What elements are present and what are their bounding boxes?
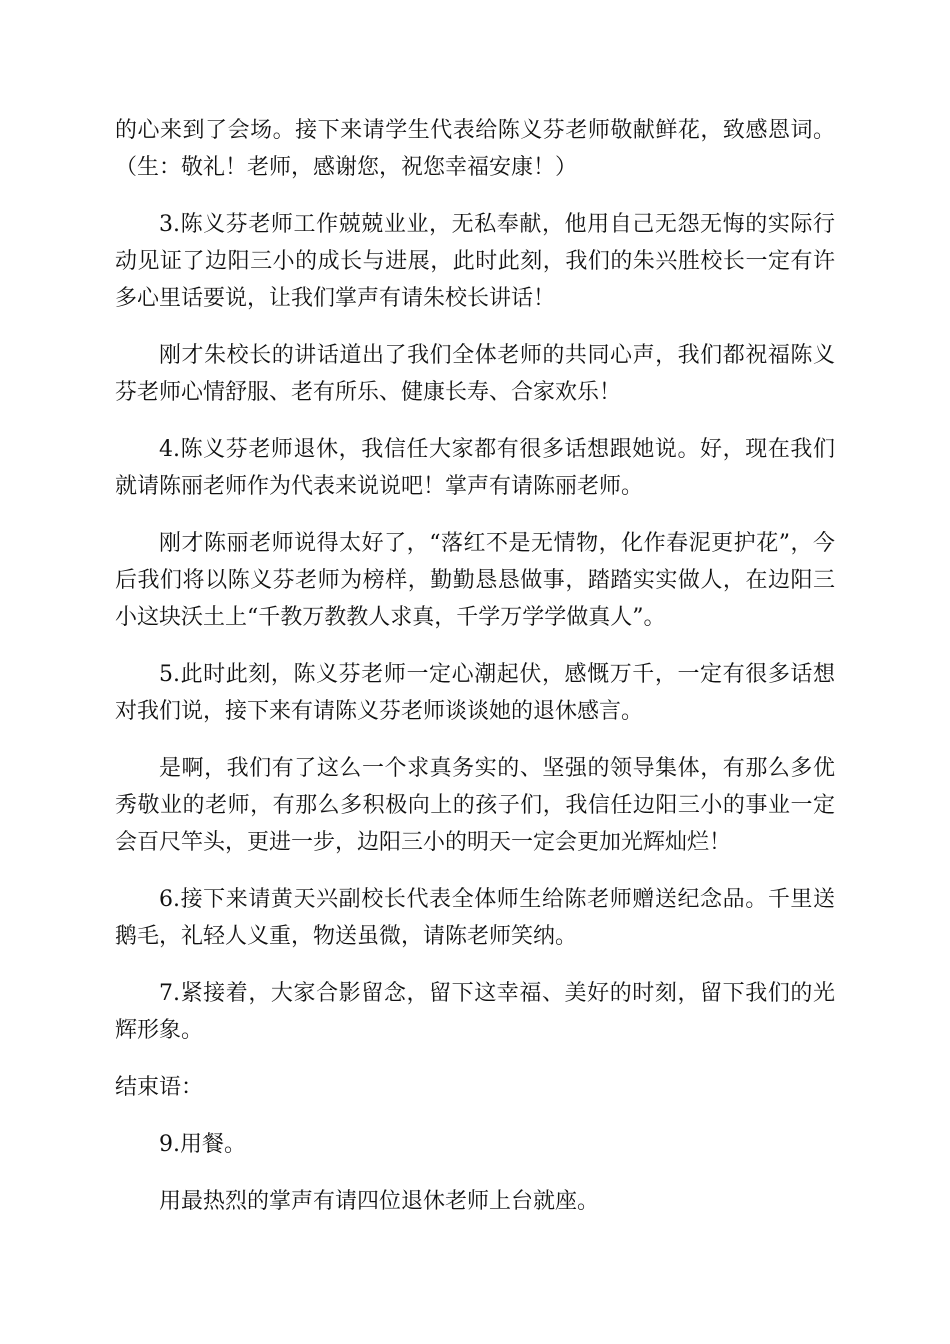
document-body: [115, 112, 835, 1240]
paragraph-chenli-response: 刚才陈丽老师说得太好了，“落红不是无情物，化作春泥更护花”，今后我们将以陈义芬老师为榜样，勤勤恳恳做事，踏踏实实做人，在边阳三小这块沃土上“千教万教教人求真，千学万学学做真人”。: [115, 531, 835, 630]
paragraph-item-5: 5.此时此刻，陈义芬老师一定心潮起伏，感慨万千，一定有很多话想对我们说，接下来有请陈义芬老师谈谈她的退休感言。: [115, 662, 835, 724]
paragraph-item-3: 3.陈义芬老师工作兢兢业业，无私奉献，他用自己无怨无悔的实际行动见证了边阳三小的成长与进展，此时此刻，我们的朱兴胜校长一定有许多心里话要说，让我们掌声有请朱校长讲话！: [115, 212, 835, 311]
paragraph-opening-continuation: 的心来到了会场。接下来请学生代表给陈义芬老师敬献鲜花，致感恩词。（生：敬礼！老师，感谢您，祝您幸福安康！）: [115, 118, 835, 180]
paragraph-item-9: 9.用餐。: [159, 1132, 246, 1157]
paragraph-item-6: 6.接下来请黄天兴副校长代表全体师生给陈老师赠送纪念品。千里送鹅毛，礼轻人义重，物送虽微，请陈老师笑纳。: [115, 887, 835, 949]
paragraph-principal-response: 刚才朱校长的讲话道出了我们全体老师的共同心声，我们都祝福陈义芬老师心情舒服、老有所乐、健康长寿、合家欢乐！: [115, 343, 835, 405]
paragraph-item-4: 4.陈义芬老师退休，我信任大家都有很多话想跟她说。好，现在我们就请陈丽老师作为代表来说说吧！掌声有请陈丽老师。: [115, 437, 835, 499]
paragraph-item-7: 7.紧接着，大家合影留念，留下这幸福、美好的时刻，留下我们的光辉形象。: [115, 981, 835, 1043]
closing-heading: 结束语：: [115, 1075, 204, 1100]
paragraph-retiree-response: 是啊，我们有了这么一个求真务实的、坚强的领导集体，有那么多优秀敬业的老师，有那么多积极向上的孩子们，我信任边阳三小的事业一定会百尺竿头，更进一步，边阳三小的明天一定会更加光辉灿烂！: [115, 756, 835, 855]
paragraph-final-invitation: 用最热烈的掌声有请四位退休老师上台就座。: [159, 1189, 600, 1214]
